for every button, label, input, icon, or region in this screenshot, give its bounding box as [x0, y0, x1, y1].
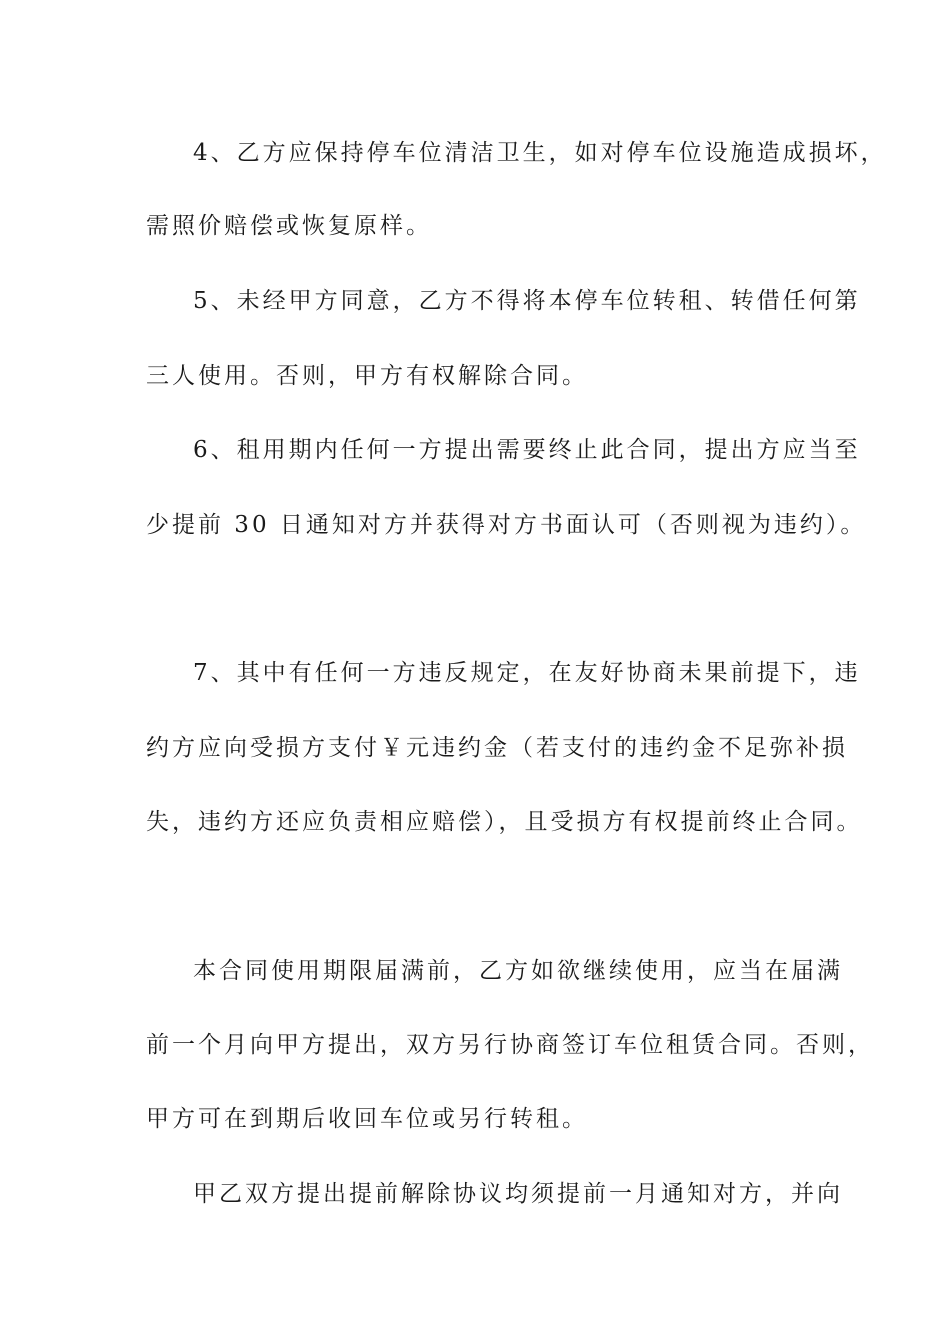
renewal-paragraph-line-3: 甲方可在到期后收回车位或另行转租。: [146, 1106, 588, 1132]
termination-paragraph-line-1: 甲乙双方提出提前解除协议均须提前一月通知对方，并向: [193, 1181, 843, 1207]
clause-6-line-2: 少提前 30 日通知对方并获得对方书面认可（否则视为违约）。: [146, 512, 867, 538]
clause-4-line-2: 需照价赔偿或恢复原样。: [146, 213, 432, 239]
clause-5-line-1: 5、未经甲方同意，乙方不得将本停车位转租、转借任何第: [193, 288, 861, 314]
clause-5-line-2: 三人使用。否则，甲方有权解除合同。: [146, 363, 588, 389]
clause-4-line-1: 4、乙方应保持停车位清洁卫生，如对停车位设施造成损坏，: [193, 140, 887, 166]
clause-6-line-1: 6、租用期内任何一方提出需要终止此合同，提出方应当至: [193, 437, 861, 463]
clause-7-line-3: 失，违约方还应负责相应赔偿），且受损方有权提前终止合同。: [146, 809, 863, 835]
renewal-paragraph-line-2: 前一个月向甲方提出，双方另行协商签订车位租赁合同。否则，: [146, 1032, 874, 1058]
clause-7-line-2: 约方应向受损方支付￥元违约金（若支付的违约金不足弥补损: [146, 735, 848, 761]
renewal-paragraph-line-1: 本合同使用期限届满前，乙方如欲继续使用，应当在届满: [193, 958, 843, 984]
clause-7-line-1: 7、其中有任何一方违反规定，在友好协商未果前提下，违: [193, 660, 861, 686]
